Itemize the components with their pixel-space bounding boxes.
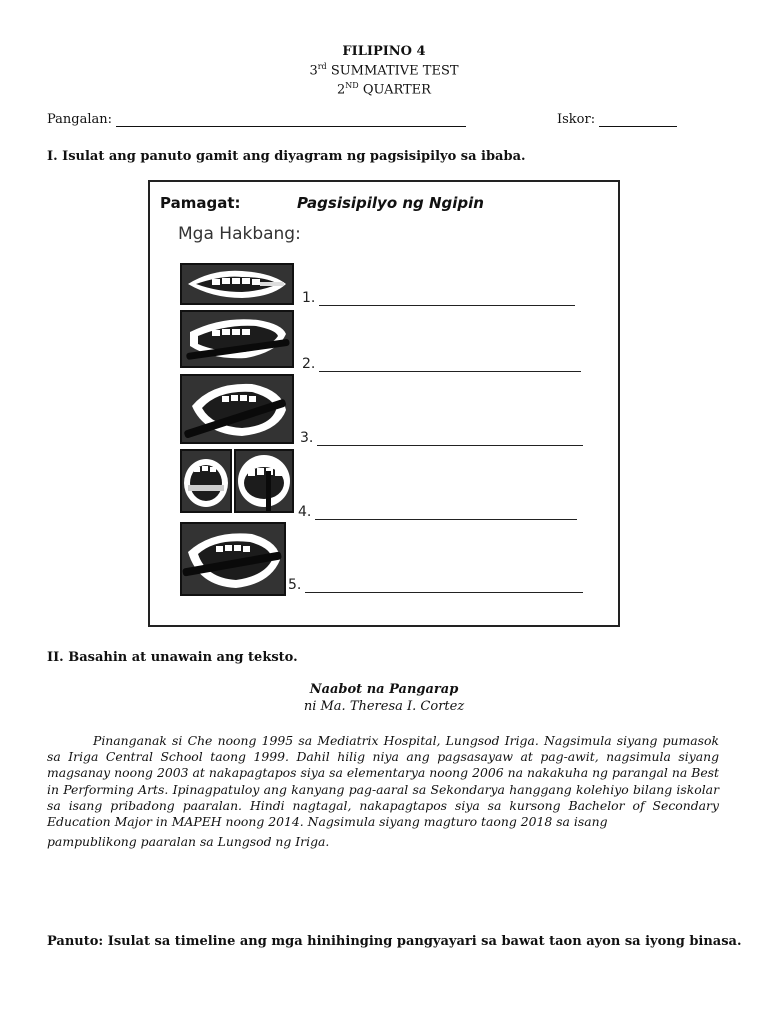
subject-title: FILIPINO 4: [342, 44, 426, 59]
brushing-teeth-icon: [180, 263, 294, 305]
step-line-3: 3.: [300, 430, 583, 446]
story-author: ni Ma. Theresa I. Cortez: [303, 699, 465, 714]
student-info-row: [47, 112, 727, 127]
step-answer-3[interactable]: [317, 433, 583, 446]
brushing-teeth-icon: [180, 449, 232, 513]
score-group: [557, 112, 677, 127]
brushing-diagram: [148, 180, 620, 627]
step-line-2: 2.: [302, 356, 581, 372]
brushing-teeth-icon: [180, 374, 294, 444]
story-body: Pinanganak si Che noong 1995 sa Mediatrix Hospital, Lungsod Iriga. Nagsimula siyang pumasok sa Iriga Central School taong 1999. Dahil hilig niya ang pagsasayaw at pag-awit, nagsimula siyang magsanay noong 2003 at nakapagtapos siya sa elementarya noong 2006 na nakakuha ng parangal na Best in Performing Arts. Ipinagpatuloy ang kanyang pag-aaral sa Sekondarya hanggang kolehiyo bilang iskolar sa isang pribadong paaralan. Hindi nagtagal, nakapagtapos siya sa kursong Bachelor of Secondary Education Major in MAPEH noong 2014. Nagsimula siyang magturo taong 2018 sa isang: [47, 733, 719, 830]
step-answer-4[interactable]: [315, 507, 577, 520]
box-title: Pagsisipilyo ng Ngipin: [297, 194, 484, 212]
test-title: 3rd SUMMATIVE TEST: [309, 62, 459, 79]
story-last-line: pampublikong paaralan sa Lungsod ng Iriga.: [47, 834, 330, 849]
score-field[interactable]: [599, 114, 677, 127]
step-answer-5[interactable]: [305, 580, 583, 593]
steps-label: Mga Hakbang:: [178, 224, 301, 244]
step-answer-1[interactable]: [319, 293, 575, 306]
brushing-teeth-icon: [180, 522, 286, 596]
part3-instruction: Panuto: Isulat sa timeline ang mga hinihinging pangyayari sa bawat taon ayon sa iyong binasa.: [47, 934, 742, 949]
step-line-1: 1.: [302, 290, 575, 306]
brushing-teeth-icon: [234, 449, 294, 513]
box-label: Pamagat:: [160, 194, 241, 212]
quarter-title: 2ND QUARTER: [337, 81, 431, 98]
brushing-teeth-icon: [180, 310, 294, 368]
part1-instruction: I. Isulat ang panuto gamit ang diyagram ng pagsisipilyo sa ibaba.: [47, 149, 526, 164]
step-answer-2[interactable]: [319, 359, 581, 372]
story-title: Naabot na Pangarap: [309, 682, 459, 697]
step-line-4: 4.: [298, 504, 577, 520]
score-label: Iskor:: [557, 112, 596, 127]
part2-instruction: II. Basahin at unawain ang teksto.: [47, 650, 298, 665]
page-header: [0, 44, 768, 98]
name-label: Pangalan:: [47, 112, 113, 127]
name-field[interactable]: [116, 114, 466, 127]
step-line-5: 5.: [288, 577, 583, 593]
